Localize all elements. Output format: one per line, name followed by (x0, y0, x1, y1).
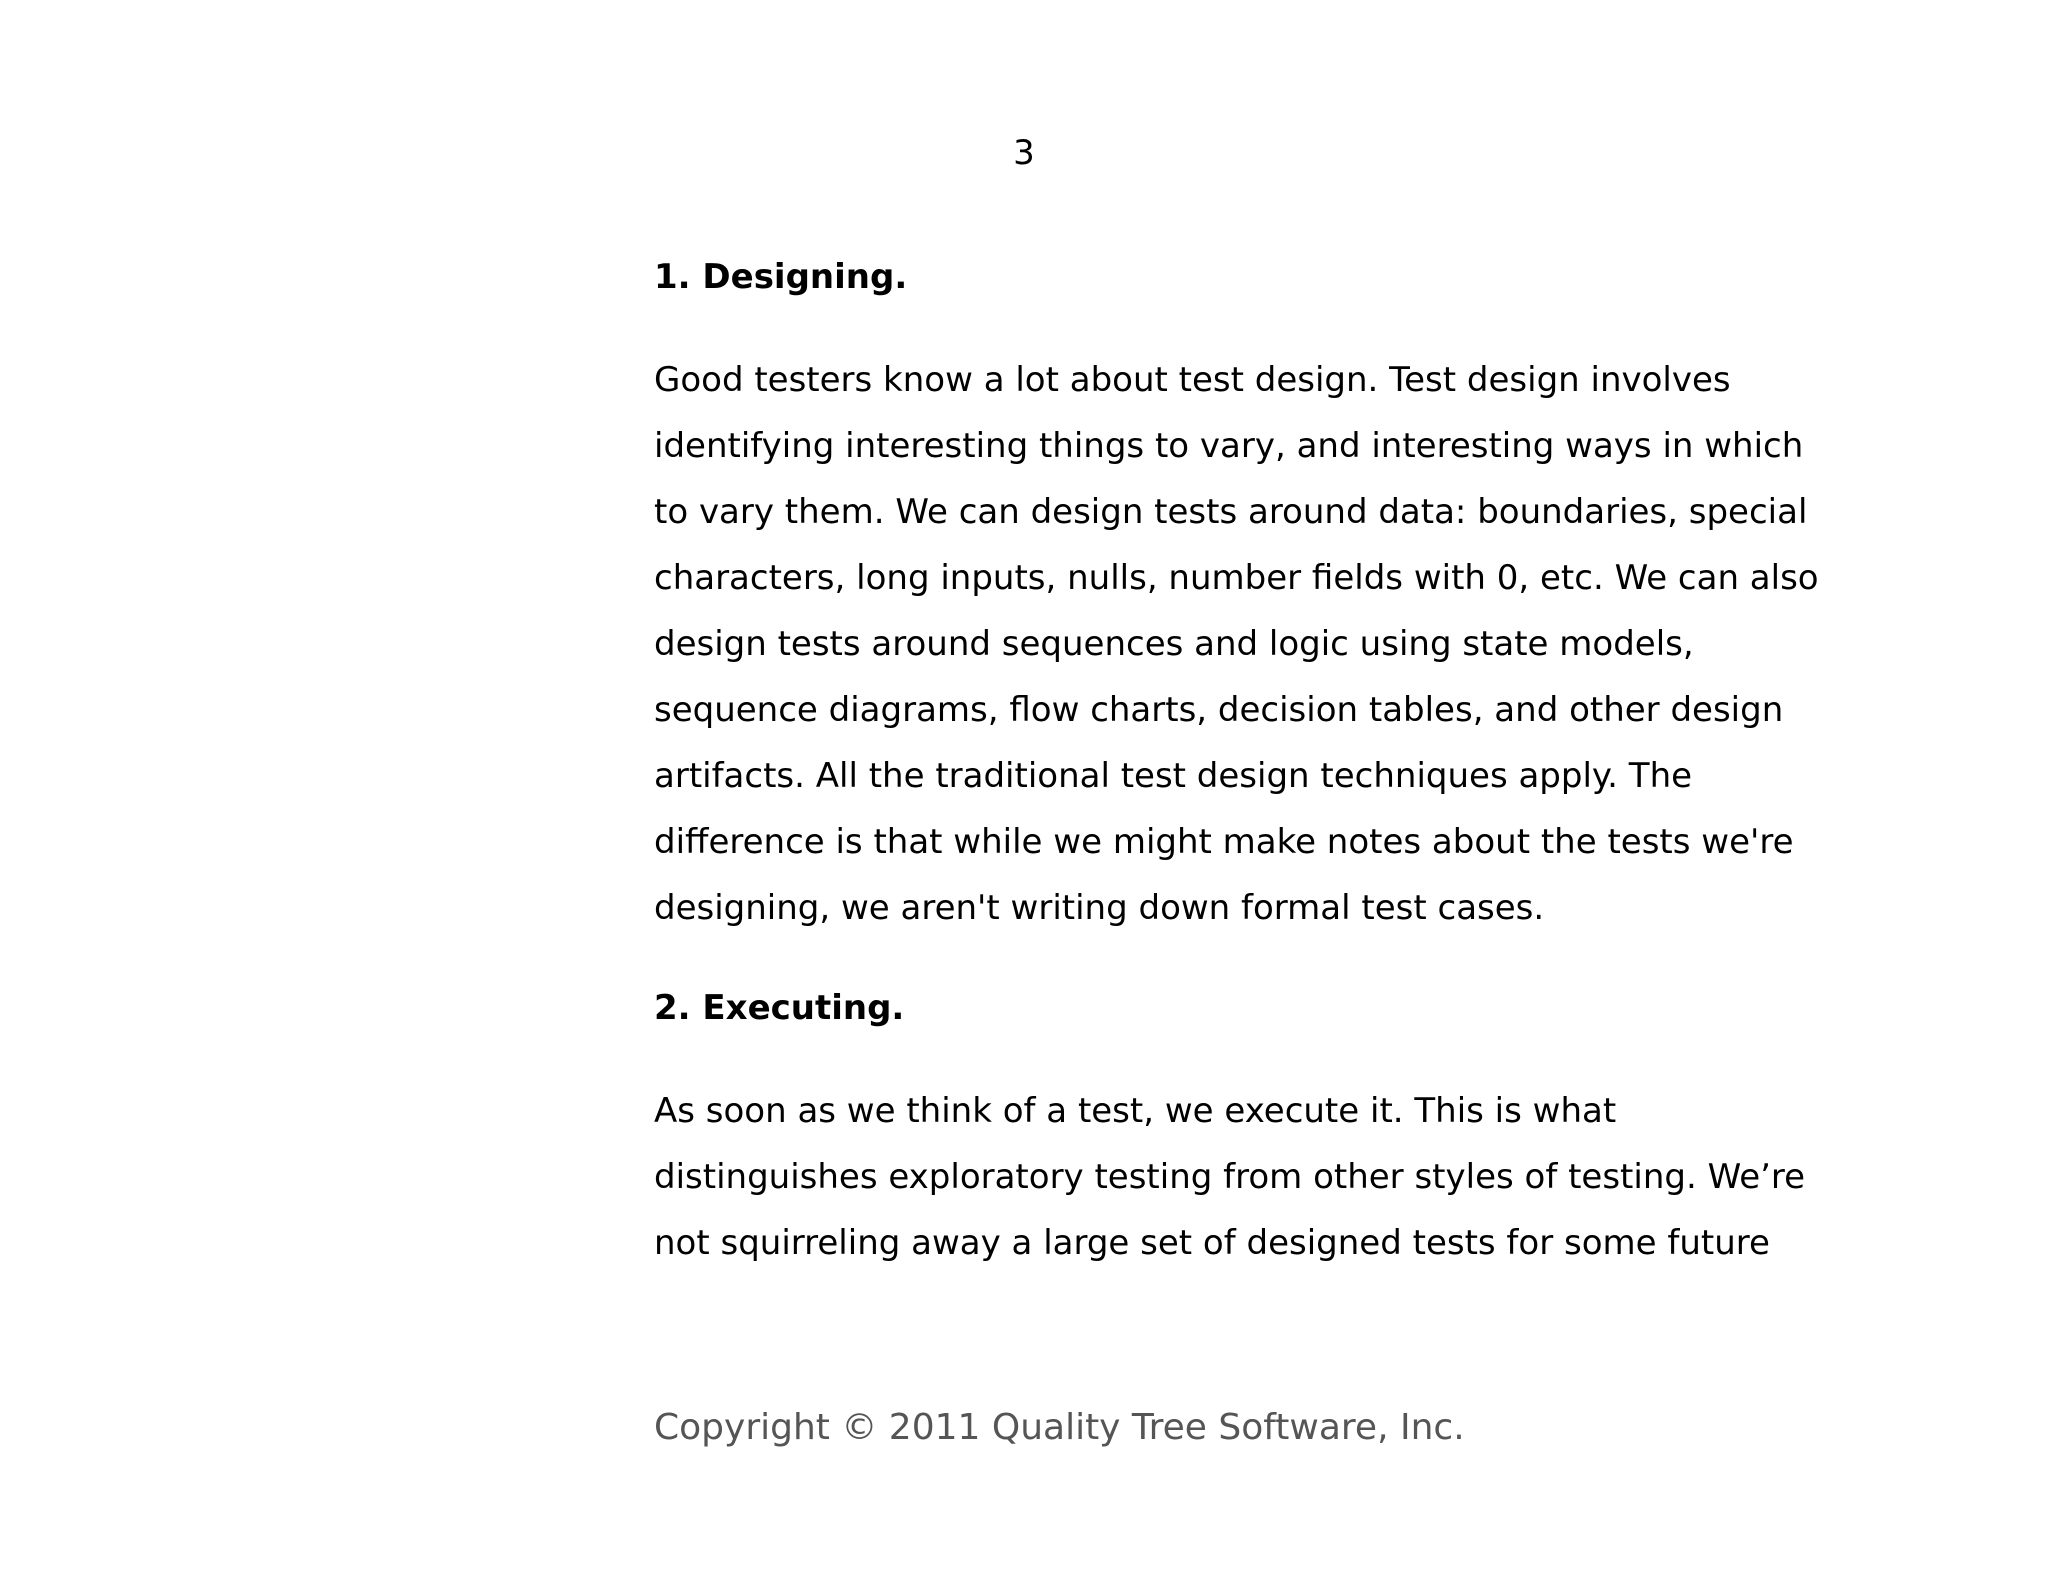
text-line: characters, long inputs, nulls, number fields with 0, etc. We can also (654, 558, 1819, 598)
section-heading-designing: 1. Designing. (654, 257, 908, 297)
text-line: not squirreling away a large set of designed tests for some future (654, 1223, 1770, 1263)
text-line: Good testers know a lot about test design. Test design involves (654, 360, 1731, 400)
text-line: distinguishes exploratory testing from other styles of testing. We’re (654, 1157, 1806, 1197)
text-line: to vary them. We can design tests around data: boundaries, special (654, 492, 1808, 532)
section-paragraph-executing (654, 1078, 1876, 1276)
text-line: designing, we aren't writing down formal test cases. (654, 888, 1545, 928)
section-paragraph-designing (654, 347, 1876, 941)
document-body (654, 255, 1876, 1276)
text-line: As soon as we think of a test, we execute it. This is what (654, 1091, 1617, 1131)
page-number: 3 (1013, 133, 1035, 173)
text-line: identifying interesting things to vary, and interesting ways in which (654, 426, 1804, 466)
text-line: difference is that while we might make notes about the tests we're (654, 822, 1794, 862)
text-line: artifacts. All the traditional test design techniques apply. The (654, 756, 1693, 796)
section-heading-executing: 2. Executing. (654, 988, 905, 1028)
copyright-footer: Copyright © 2011 Quality Tree Software, Inc. (654, 1407, 1465, 1448)
text-line: sequence diagrams, flow charts, decision tables, and other design (654, 690, 1784, 730)
text-line: design tests around sequences and logic using state models, (654, 624, 1694, 664)
